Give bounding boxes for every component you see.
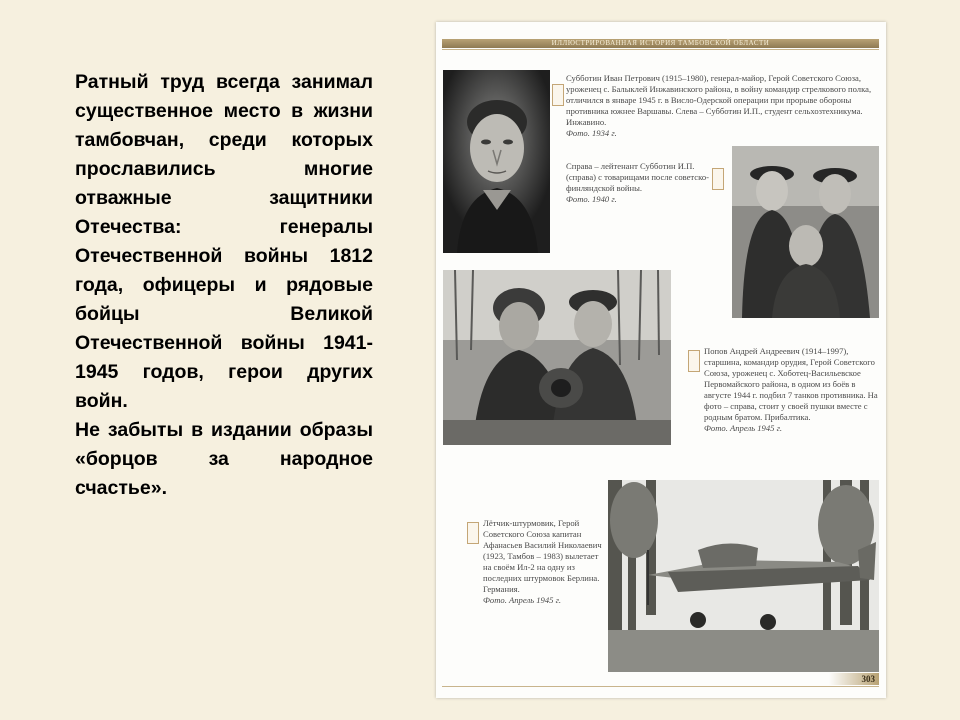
soldiers-at-gun-photo (443, 270, 671, 445)
caption-marker (688, 350, 700, 372)
page-number: 303 (829, 673, 879, 685)
caption-photo-note: Фото. Апрель 1945 г. (483, 595, 561, 605)
caption-text: Справа – лейтенант Субботин И.П. (справа) с товарищами после советско-финляндской войны. (566, 161, 710, 193)
caption-photo-note: Фото. 1934 г. (566, 128, 617, 138)
book-page-scan (436, 22, 886, 698)
caption-popov (704, 346, 879, 434)
slide-paragraph-2: Не забыты в издании образы «борцов за народное счастье». (75, 419, 373, 499)
caption-text: Попов Андрей Андреевич (1914–1997), старшина, командир орудия, Герой Советского Союза, уроженец с. Хоботец-Васильевское Первомайского района, в одном из боёв в августе 1944 г. подбил 7 танков противника. На фото – справа, стоит у своей пушки вместе с родным братом. Прибалтика. (704, 346, 878, 422)
footer-divider (442, 686, 879, 687)
portrait-photo (443, 70, 550, 253)
slide-paragraph-1: Ратный труд всегда занимал существенное место в жизни тамбовчан, среди которых прославились многие отважные защитники Отечества: генералы Отечественной войны 1812 года, офицеры и рядовые бойцы Великой Отечественной войны 1941-1945 годов, герои других войн. (75, 71, 373, 412)
caption-subbotin (566, 73, 879, 139)
header-divider (442, 49, 879, 50)
caption-subbotin-officers (566, 161, 716, 205)
caption-afanasiev (483, 518, 605, 606)
book-page-header: ИЛЛЮСТРИРОВАННАЯ ИСТОРИЯ ТАМБОВСКОЙ ОБЛАСТИ (442, 39, 879, 48)
caption-text: Лётчик-штурмовик, Герой Советского Союза капитан Афанасьев Василий Николаевич (1923, Тамбов – 1983) вылетает на своём Ил-2 на одну из последних штурмовок Берлина. Германия. (483, 518, 602, 594)
caption-marker (467, 522, 479, 544)
slide-text-block (75, 68, 373, 503)
il2-aircraft-photo (608, 480, 879, 672)
caption-marker (552, 84, 564, 106)
officers-group-photo (732, 146, 879, 318)
caption-photo-note: Фото. Апрель 1945 г. (704, 423, 782, 433)
caption-text: Субботин Иван Петрович (1915–1980), генерал-майор, Герой Советского Союза, уроженец с. Балыклей Инжавинского района, в войну командир стрелкового полка, отличился в январе 1945 г. в Висло-Одерской операции при прорыве обороны противника южнее Варшавы. Слева – Субботин И.П., студент сельхозтехникума. Инжавино. (566, 73, 872, 127)
caption-photo-note: Фото. 1940 г. (566, 194, 617, 204)
